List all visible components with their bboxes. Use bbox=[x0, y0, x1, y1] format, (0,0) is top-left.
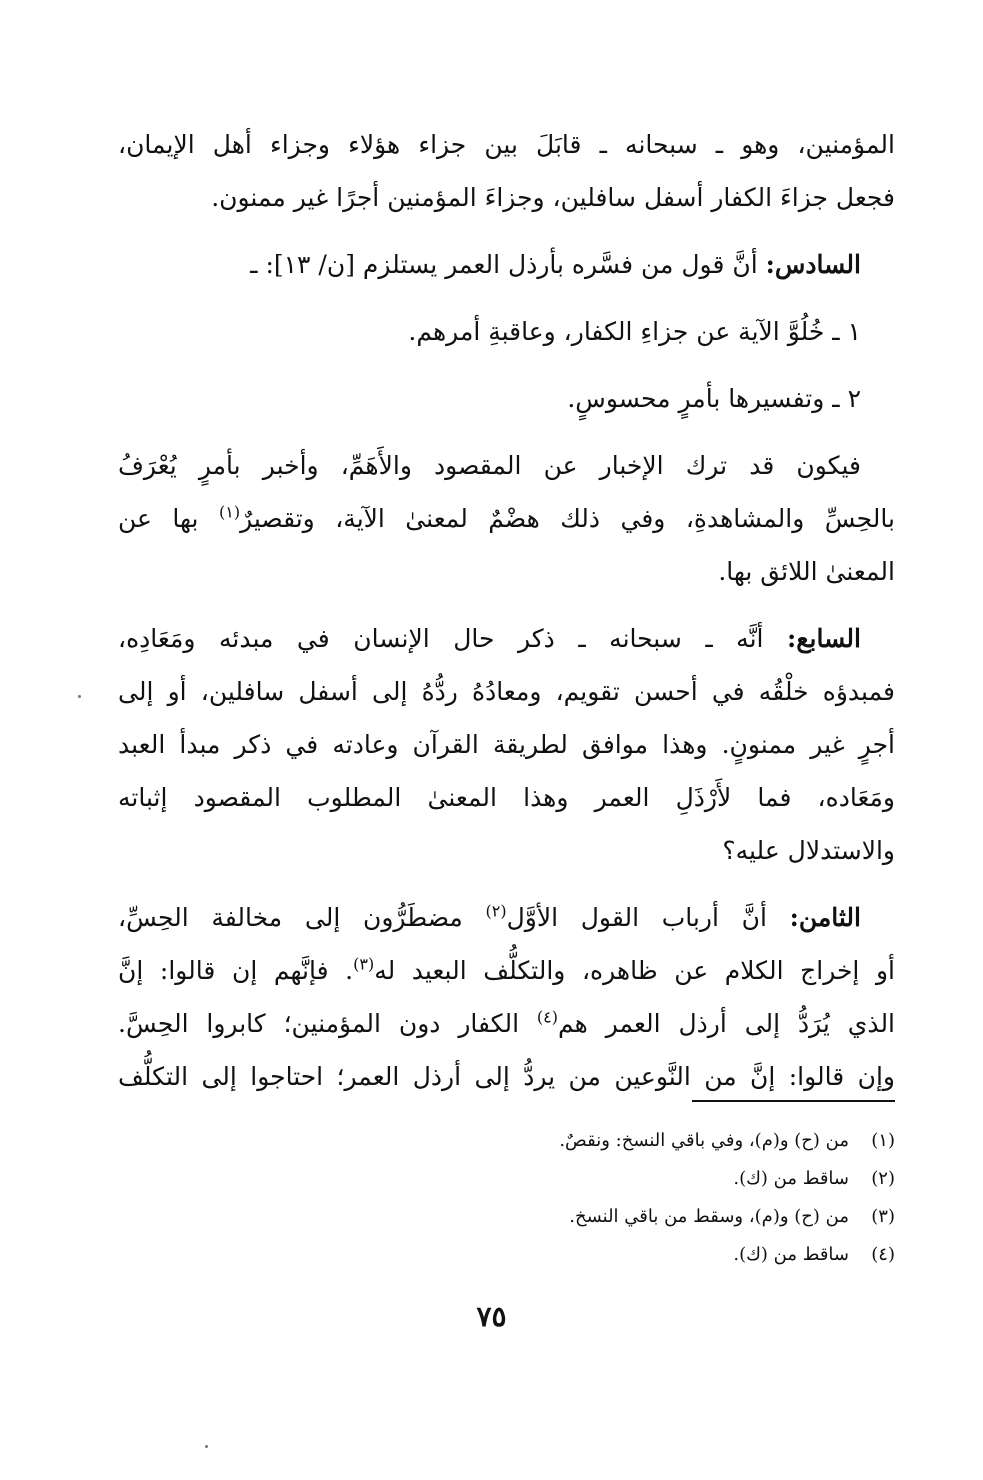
footnotes bbox=[400, 1122, 895, 1274]
footnote-number: (٢) bbox=[871, 1168, 895, 1189]
text-line: ٢ ـ وتفسيرها بأمرٍ محسوسٍ. bbox=[567, 384, 861, 413]
text-run: مضطَرُّون إلى مخالفة الحِسِّ، bbox=[118, 903, 486, 932]
section-heading: السابع: bbox=[787, 624, 861, 653]
paragraph-1 bbox=[118, 118, 895, 224]
footnote-ref[interactable]: (١) bbox=[218, 502, 241, 522]
text-line bbox=[118, 238, 861, 291]
text-line: المعنىٰ اللائق بها. bbox=[718, 557, 895, 586]
text-line: فمبدؤه خلْقُه في أحسن تقويم، ومعادُهُ ردُّهُ إلى أسفل سافلين، أو إلى bbox=[118, 677, 895, 706]
text-line: فيكون قد ترك الإخبار عن المقصود والأَهَمِّ، وأخبر بأمرٍ يُعْرَفُ bbox=[118, 451, 861, 480]
footnote-text: ساقط من (ك). bbox=[733, 1244, 849, 1265]
text-run: أنَّه ـ سبحانه ـ ذكر حال الإنسان في مبدئه ومَعَادِه، bbox=[118, 624, 788, 653]
text-line bbox=[118, 997, 895, 1050]
text-line: ١ ـ خُلُوَّ الآية عن جزاءِ الكفار، وعاقبةِ أمرهم. bbox=[408, 317, 861, 346]
text-line bbox=[118, 492, 895, 545]
text-run: بالحِسِّ والمشاهدةِ، وفي ذلك هضْمٌ لمعنىٰ الآية، وتقصيرٌ bbox=[240, 504, 895, 533]
text-line bbox=[118, 944, 895, 997]
paragraph-seventh bbox=[118, 612, 895, 877]
page-number: ٧٥ bbox=[476, 1300, 507, 1333]
paragraph-eighth bbox=[118, 891, 895, 1103]
section-heading: الثامن: bbox=[789, 903, 861, 932]
footnote-divider bbox=[692, 1100, 895, 1102]
text-run: الذي يُرَدُّ إلى أرذل العمر هم bbox=[558, 1009, 895, 1038]
text-line bbox=[118, 612, 895, 665]
paragraph-conclusion bbox=[118, 439, 895, 598]
text-line: المؤمنين، وهو ـ سبحانه ـ قابَلَ بين جزاء هؤلاء وجزاء أهل الإيمان، bbox=[118, 130, 895, 159]
footnote-number: (٤) bbox=[871, 1244, 895, 1265]
list-item-1 bbox=[118, 305, 895, 358]
text-line: والاستدلال عليه؟ bbox=[722, 836, 895, 865]
footnote bbox=[400, 1198, 895, 1236]
text-run: الكفار دون المؤمنين؛ كابروا الحِسَّ. bbox=[118, 1009, 537, 1038]
scan-speck bbox=[78, 695, 81, 698]
footnote-text: من (ح) و(م)، وسقط من باقي النسخ. bbox=[569, 1206, 849, 1227]
footnote bbox=[400, 1160, 895, 1198]
text-line: ومَعَاده، فما لأَرْذَلِ العمر وهذا المعنىٰ المطلوب المقصود إثباته bbox=[118, 783, 895, 812]
footnote-text: ساقط من (ك). bbox=[733, 1168, 849, 1189]
footnote-ref[interactable]: (٢) bbox=[485, 901, 507, 921]
footnote bbox=[400, 1122, 895, 1160]
footnote-text: من (ح) و(م)، وفي باقي النسخ: ونقصٌ. bbox=[559, 1130, 849, 1151]
scan-speck bbox=[205, 1445, 208, 1448]
section-heading: السادس: bbox=[765, 250, 861, 279]
text-line: فجعل جزاءَ الكفار أسفل سافلين، وجزاءَ المؤمنين أجرًا غير ممنون. bbox=[211, 183, 895, 212]
text-run: بها عن bbox=[118, 504, 219, 533]
paragraph-sixth bbox=[118, 238, 895, 291]
text-run: أو إخراج الكلام عن ظاهره، والتكلُّف البعيد له bbox=[374, 956, 895, 985]
text-line: وإن قالوا: إنَّ من النَّوعين من يردُّ إلى أرذل العمر؛ احتاجوا إلى التكلُّف bbox=[118, 1062, 895, 1091]
footnote-number: (٣) bbox=[871, 1206, 895, 1227]
list-item-2 bbox=[118, 372, 895, 425]
text-run: . فإنَّهم إن قالوا: إنَّ bbox=[118, 956, 354, 985]
text-line: أجرٍ غير ممنونٍ. وهذا موافق لطريقة القرآن وعادته في ذكر مبدأ العبد bbox=[118, 730, 895, 759]
footnote-ref[interactable]: (٣) bbox=[353, 954, 375, 974]
footnote-number: (١) bbox=[871, 1130, 895, 1151]
text-run: أنَّ أرباب القول الأوَّل bbox=[506, 903, 790, 932]
footnote bbox=[400, 1236, 895, 1274]
text-line bbox=[118, 891, 895, 944]
text-run: أنَّ قول من فسَّره بأرذل العمر يستلزم [ن/ ١٣]: ـ bbox=[250, 250, 766, 279]
main-text bbox=[118, 118, 895, 1117]
footnote-ref[interactable]: (٤) bbox=[536, 1007, 559, 1027]
